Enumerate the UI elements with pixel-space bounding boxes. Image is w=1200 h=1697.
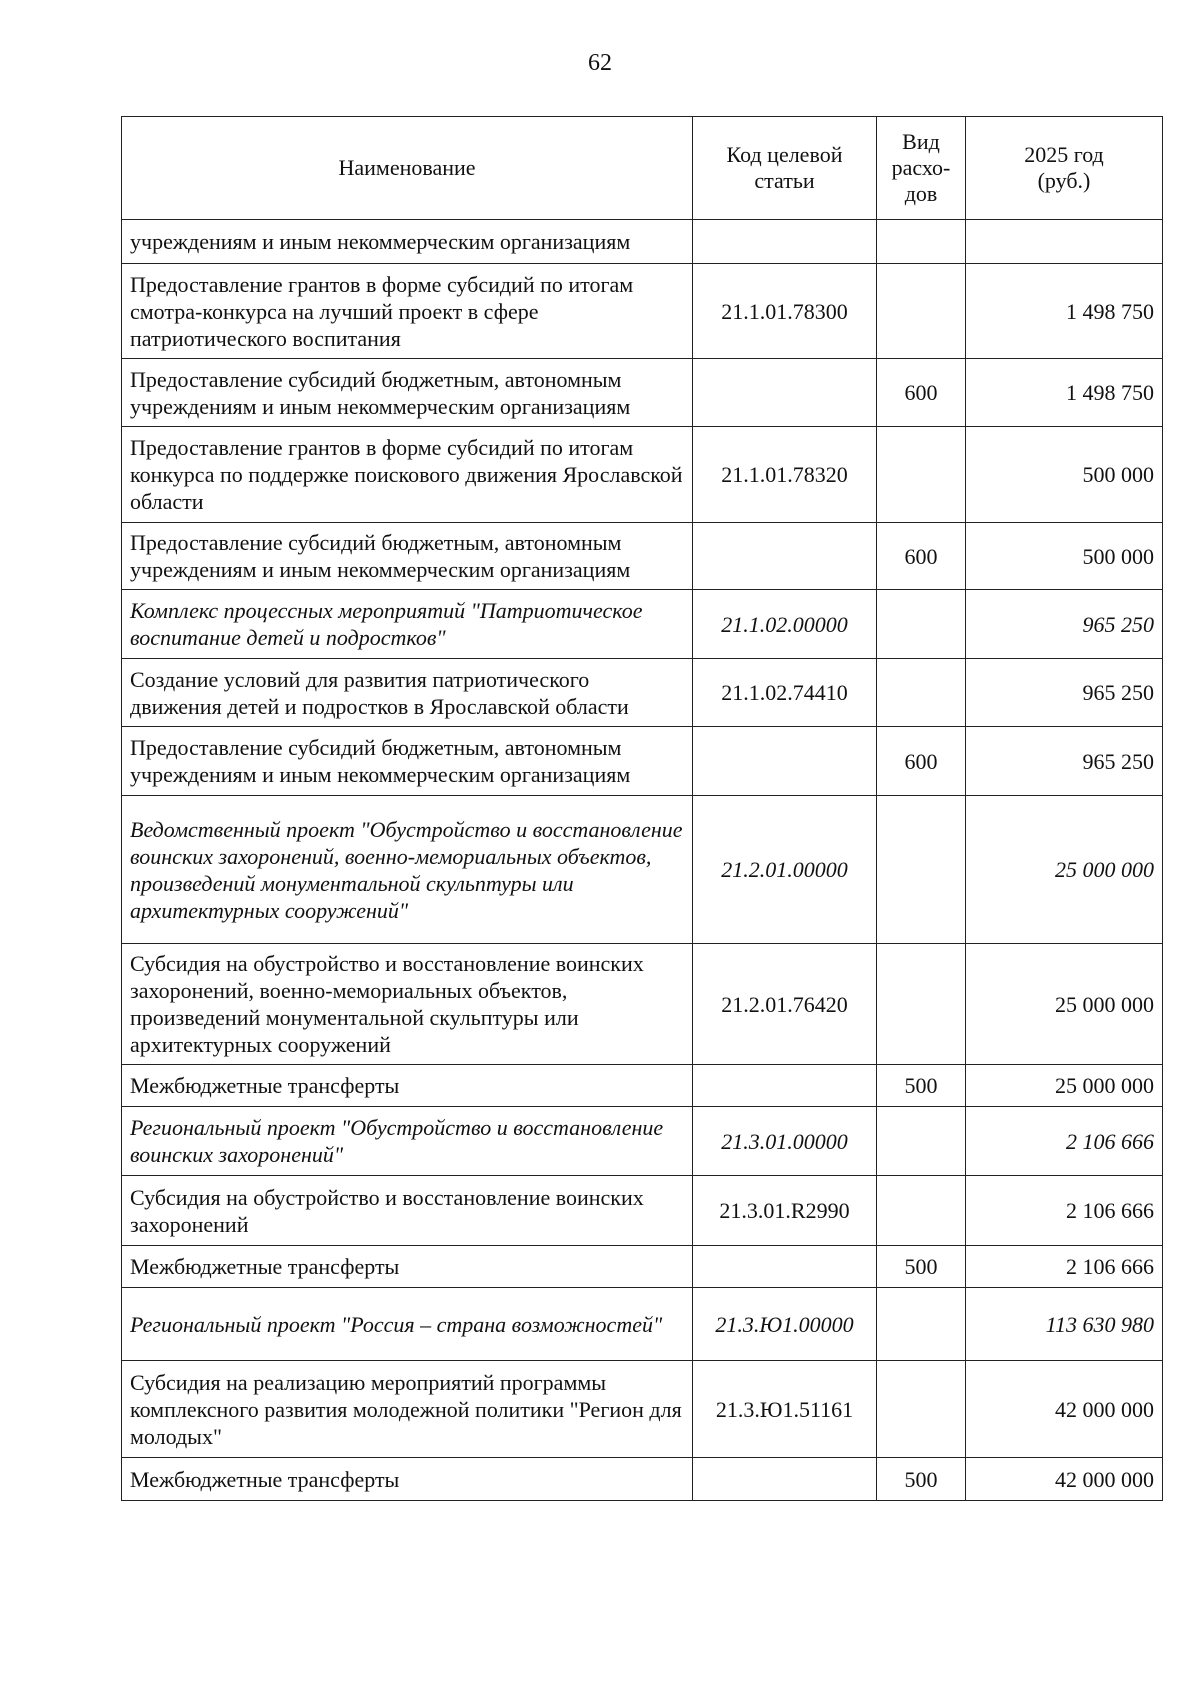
table-row: [122, 220, 1163, 264]
name-cell: Предоставление грантов в форме субсидий по итогам конкурса по поддержке поискового движения Ярославской области: [122, 427, 693, 523]
amount-cell: 25 000 000: [966, 944, 1163, 1065]
name-cell: Региональный проект "Обустройство и восстановление воинских захоронений": [122, 1107, 693, 1176]
type-cell: 500: [877, 1458, 966, 1501]
name-cell: Предоставление грантов в форме субсидий по итогам смотра-конкурса на лучший проект в сфере патриотического воспитания: [122, 264, 693, 359]
code-cell: [693, 1065, 877, 1107]
table-row: [122, 1361, 1163, 1458]
code-cell: [693, 727, 877, 796]
code-cell: 21.2.01.76420: [693, 944, 877, 1065]
table-row: [122, 427, 1163, 523]
amount-cell: 42 000 000: [966, 1361, 1163, 1458]
code-cell: [693, 1246, 877, 1288]
type-cell: 500: [877, 1246, 966, 1288]
code-cell: [693, 220, 877, 264]
type-cell: [877, 1107, 966, 1176]
table-row: [122, 1107, 1163, 1176]
name-cell: учреждениям и иным некоммерческим организациям: [122, 220, 693, 264]
table-body: [122, 220, 1163, 1501]
amount-cell: 1 498 750: [966, 359, 1163, 427]
code-cell: 21.1.02.00000: [693, 590, 877, 659]
amount-cell: 500 000: [966, 427, 1163, 523]
type-cell: [877, 1361, 966, 1458]
amount-cell: 42 000 000: [966, 1458, 1163, 1501]
name-cell: Ведомственный проект "Обустройство и восстановление воинских захоронений, военно-мемориальных объектов, произведений монументальной скульптуры или архитектурных сооружений": [122, 796, 693, 944]
table-row: [122, 1065, 1163, 1107]
header-name: Наименование: [122, 117, 693, 220]
code-cell: 21.3.01.00000: [693, 1107, 877, 1176]
amount-cell: [966, 220, 1163, 264]
table-row: [122, 659, 1163, 727]
header-amount: 2025 год (руб.): [966, 117, 1163, 220]
amount-cell: 25 000 000: [966, 796, 1163, 944]
type-cell: 600: [877, 359, 966, 427]
amount-cell: 500 000: [966, 523, 1163, 590]
code-cell: [693, 1458, 877, 1501]
type-cell: [877, 1288, 966, 1361]
name-cell: Субсидия на обустройство и восстановление воинских захоронений, военно-мемориальных объектов, произведений монументальной скульптуры или архитектурных сооружений: [122, 944, 693, 1065]
header-code: Код целевой статьи: [693, 117, 877, 220]
table-row: [122, 590, 1163, 659]
type-cell: [877, 796, 966, 944]
code-cell: 21.1.01.78300: [693, 264, 877, 359]
table-row: [122, 359, 1163, 427]
amount-cell: 2 106 666: [966, 1107, 1163, 1176]
name-cell: Комплекс процессных мероприятий "Патриотическое воспитание детей и подростков": [122, 590, 693, 659]
type-cell: [877, 590, 966, 659]
table-row: [122, 1246, 1163, 1288]
table-header-row: [122, 117, 1163, 220]
table-row: [122, 1458, 1163, 1501]
name-cell: Субсидия на реализацию мероприятий программы комплексного развития молодежной политики "Регион для молодых": [122, 1361, 693, 1458]
budget-table: [121, 116, 1163, 1501]
name-cell: Региональный проект "Россия – страна возможностей": [122, 1288, 693, 1361]
name-cell: Предоставление субсидий бюджетным, автономным учреждениям и иным некоммерческим организациям: [122, 727, 693, 796]
name-cell: Субсидия на обустройство и восстановление воинских захоронений: [122, 1176, 693, 1246]
amount-cell: 2 106 666: [966, 1246, 1163, 1288]
amount-cell: 2 106 666: [966, 1176, 1163, 1246]
table-row: [122, 727, 1163, 796]
code-cell: 21.1.01.78320: [693, 427, 877, 523]
type-cell: [877, 427, 966, 523]
type-cell: [877, 1176, 966, 1246]
amount-cell: 25 000 000: [966, 1065, 1163, 1107]
table-row: [122, 944, 1163, 1065]
type-cell: [877, 944, 966, 1065]
code-cell: 21.1.02.74410: [693, 659, 877, 727]
amount-cell: 1 498 750: [966, 264, 1163, 359]
name-cell: Создание условий для развития патриотического движения детей и подростков в Ярославской области: [122, 659, 693, 727]
header-type: Вид расхо-дов: [877, 117, 966, 220]
amount-cell: 965 250: [966, 590, 1163, 659]
table-row: [122, 523, 1163, 590]
code-cell: 21.2.01.00000: [693, 796, 877, 944]
table-row: [122, 1176, 1163, 1246]
table-row: [122, 1288, 1163, 1361]
type-cell: [877, 264, 966, 359]
type-cell: 500: [877, 1065, 966, 1107]
name-cell: Межбюджетные трансферты: [122, 1065, 693, 1107]
code-cell: [693, 523, 877, 590]
type-cell: [877, 220, 966, 264]
type-cell: 600: [877, 523, 966, 590]
table-row: [122, 796, 1163, 944]
code-cell: 21.3.Ю1.00000: [693, 1288, 877, 1361]
type-cell: 600: [877, 727, 966, 796]
amount-cell: 965 250: [966, 727, 1163, 796]
code-cell: [693, 359, 877, 427]
name-cell: Межбюджетные трансферты: [122, 1246, 693, 1288]
table-row: [122, 264, 1163, 359]
page-number: 62: [588, 50, 612, 76]
name-cell: Предоставление субсидий бюджетным, автономным учреждениям и иным некоммерческим организациям: [122, 359, 693, 427]
amount-cell: 965 250: [966, 659, 1163, 727]
code-cell: 21.3.01.R2990: [693, 1176, 877, 1246]
name-cell: Предоставление субсидий бюджетным, автономным учреждениям и иным некоммерческим организациям: [122, 523, 693, 590]
code-cell: 21.3.Ю1.51161: [693, 1361, 877, 1458]
amount-cell: 113 630 980: [966, 1288, 1163, 1361]
type-cell: [877, 659, 966, 727]
name-cell: Межбюджетные трансферты: [122, 1458, 693, 1501]
